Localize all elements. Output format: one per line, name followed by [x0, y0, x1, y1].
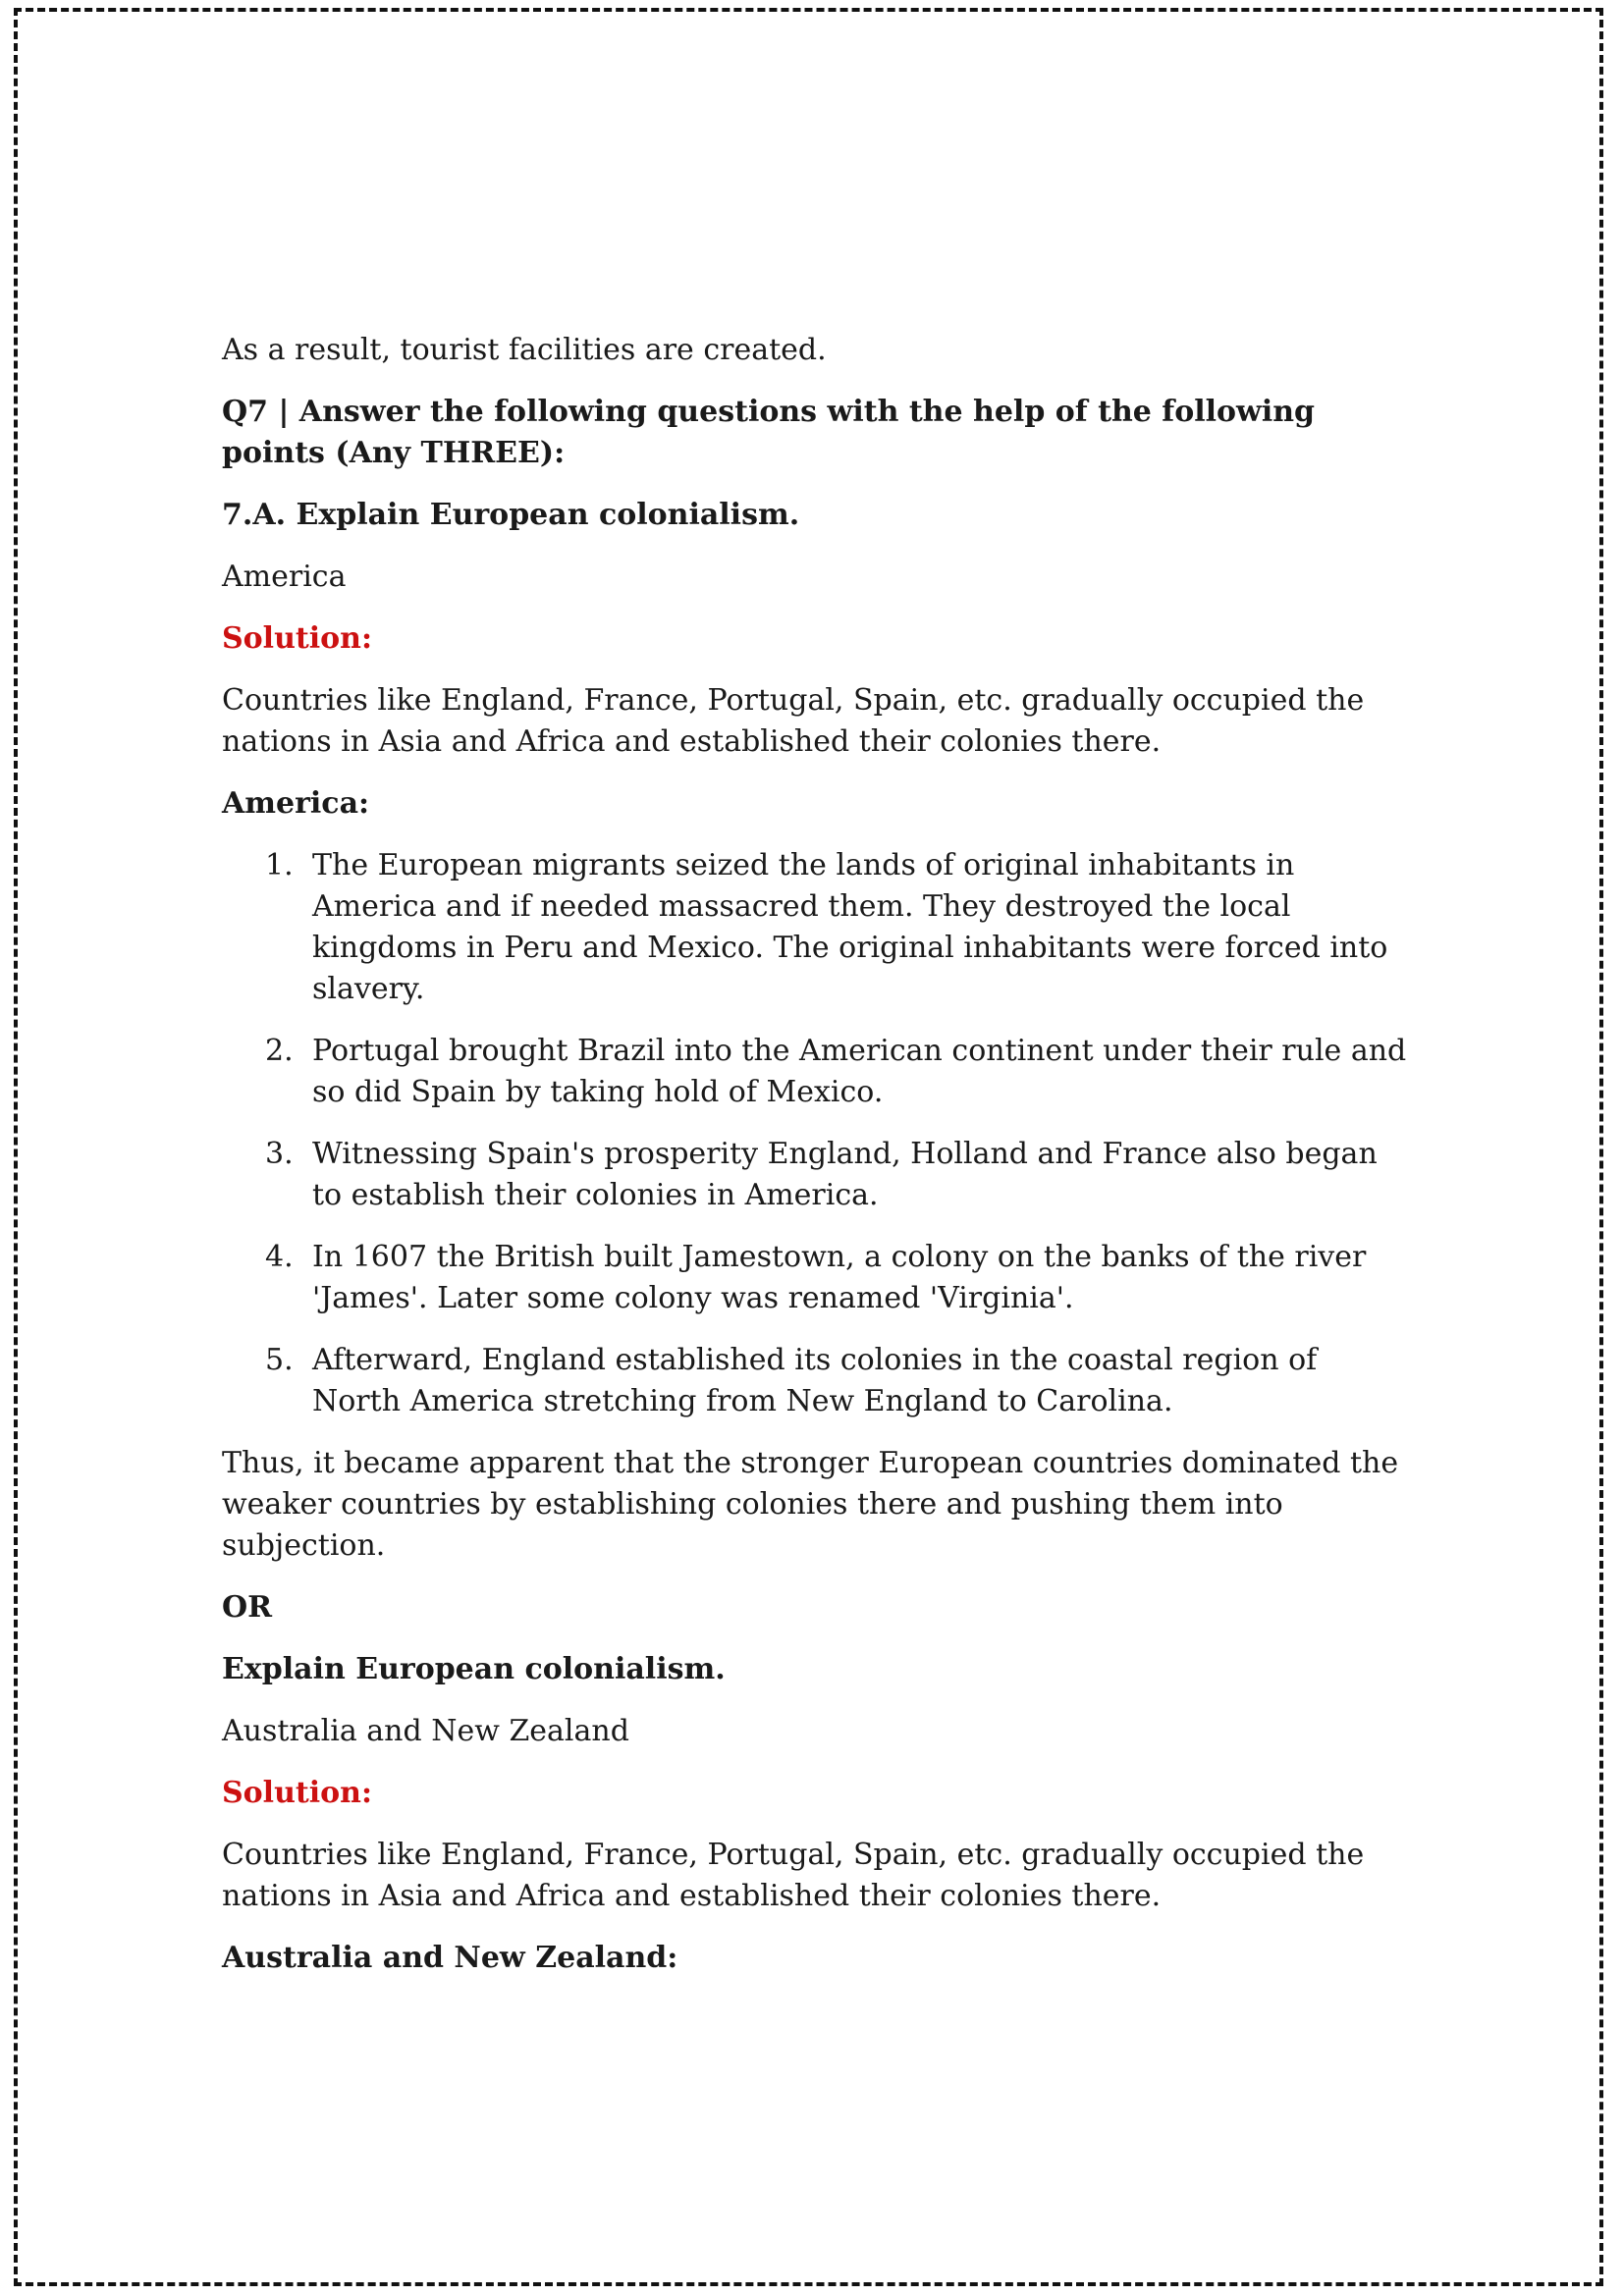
list-item-text: The European migrants seized the lands of original inhabitants in America and if needed massacred them. They destroyed the local kingdoms in Peru and Mexico. The original inhabitants were forced into slavery.	[312, 848, 1388, 1006]
document-content	[222, 330, 1410, 2000]
list-item-number: 4.	[265, 1240, 294, 1274]
part-b-heading: Explain European colonialism.	[222, 1652, 726, 1686]
list-item-text: Afterward, England established its colonies in the coastal region of North America stretching from New England to Carolina.	[312, 1343, 1318, 1418]
part-a-topic: America	[222, 560, 347, 594]
list-item	[222, 1237, 1410, 1319]
part-b-solution-label: Solution:	[222, 1776, 373, 1810]
part-a-subheading: America:	[222, 786, 370, 821]
list-item-number: 3.	[265, 1137, 294, 1171]
list-item	[222, 845, 1410, 1010]
list-item-number: 5.	[265, 1343, 294, 1377]
part-b-topic: Australia and New Zealand	[222, 1714, 629, 1748]
part-a-heading: 7.A. Explain European colonialism.	[222, 498, 800, 532]
part-a-solution-label: Solution:	[222, 621, 373, 656]
list-item-number: 1.	[265, 848, 294, 882]
or-separator: OR	[222, 1590, 273, 1625]
intro-text: As a result, tourist facilities are created.	[222, 333, 827, 367]
list-item	[222, 1031, 1410, 1113]
list-item-text: Portugal brought Brazil into the American continent under their rule and so did Spain by taking hold of Mexico.	[312, 1034, 1407, 1109]
part-a-conclusion: Thus, it became apparent that the stronger European countries dominated the weaker countries by establishing colonies there and pushing them into subjection.	[222, 1446, 1399, 1563]
list-item-text: Witnessing Spain's prosperity England, Holland and France also began to establish their colonies in America.	[312, 1137, 1378, 1212]
part-b-subheading: Australia and New Zealand:	[222, 1941, 678, 1975]
part-a-solution-text: Countries like England, France, Portugal, Spain, etc. gradually occupied the nations in Asia and Africa and established their colonies there.	[222, 683, 1365, 759]
part-a-points-list	[222, 845, 1410, 1422]
list-item-number: 2.	[265, 1034, 294, 1068]
list-item	[222, 1134, 1410, 1216]
question-heading: Q7 | Answer the following questions with the help of the following points (Any THREE):	[222, 395, 1316, 470]
part-b-solution-text: Countries like England, France, Portugal, Spain, etc. gradually occupied the nations in Asia and Africa and established their colonies there.	[222, 1838, 1365, 1913]
list-item	[222, 1340, 1410, 1422]
list-item-text: In 1607 the British built Jamestown, a colony on the banks of the river 'James'. Later some colony was renamed 'Virginia'.	[312, 1240, 1367, 1315]
